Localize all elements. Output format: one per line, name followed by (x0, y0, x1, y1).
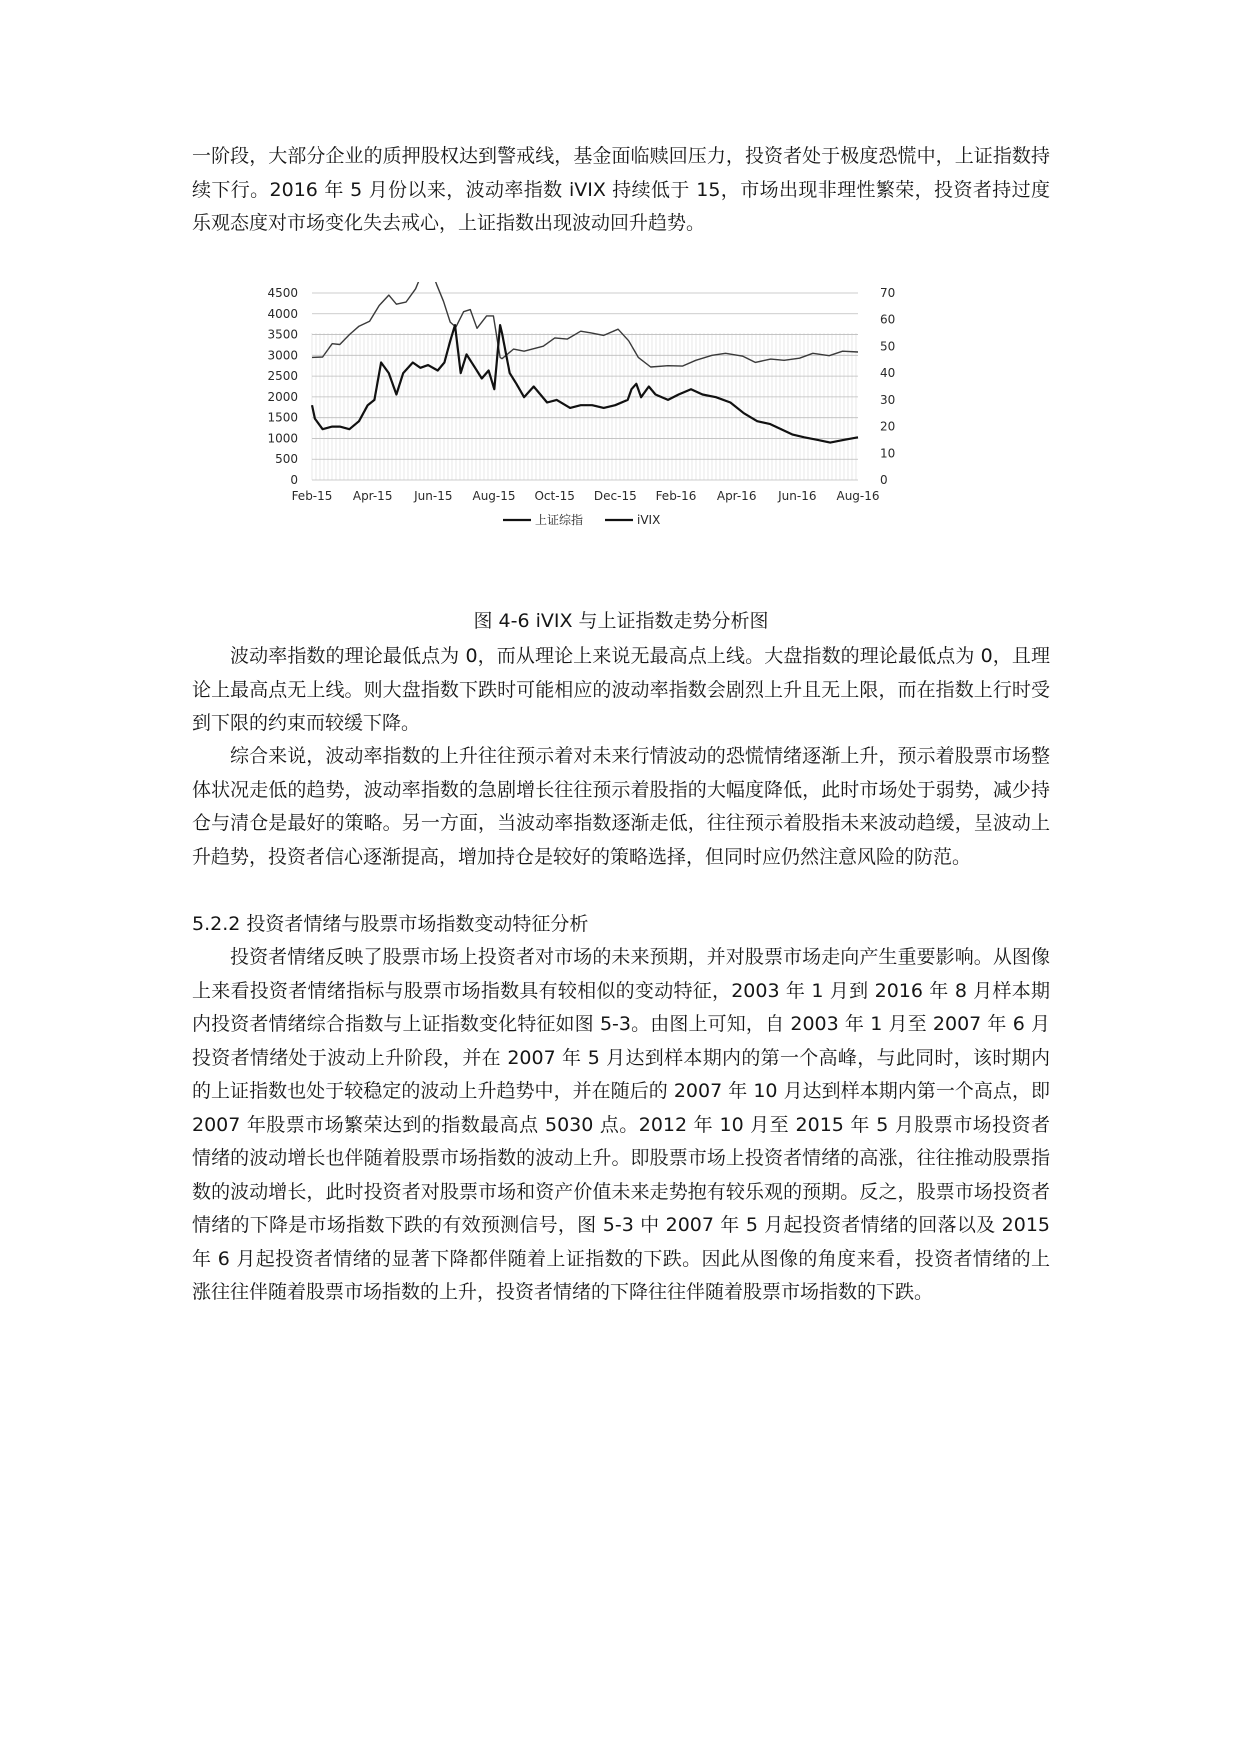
paragraph-sentiment: 投资者情绪反映了股票市场上投资者对市场的未来预期，并对股票市场走向产生重要影响。从图像上来看投资者情绪指标与股票市场指数具有较相似的变动特征，2003 年 1 月到 2016 年 8 月样本期内投资者情绪综合指数与上证指数变化特征如图 5-3。由图上可知，自 2003 年 1 月至 2007 年 6 月投资者情绪处于波动上升阶段，并在 2007 年 5 月达到样本期内的第一个高峰，与此同时，该时期内的上证指数也处于较稳定的波动上升趋势中，并在随后的 2007 年 10 月达到样本期内第一个高点，即 2007 年股票市场繁荣达到的指数最高点 5030 点。2012 年 10 月至 2015 年 5 月股票市场投资者情绪的波动增长也伴随着股票市场指数的波动上升。即股票市场上投资者情绪的高涨，往往推动股票指数的波动增长，此时投资者对股票市场和资产价值未来走势抱有较乐观的预期。反之，股票市场投资者情绪的下降是市场指数下跌的有效预测信号，图 5-3 中 2007 年 5 月起投资者情绪的回落以及 2015 年 6 月起投资者情绪的显著下降都伴随着上证指数的下跌。因此从图像的角度来看，投资者情绪的上涨往往伴随着股票市场指数的上升，投资者情绪的下降往往伴随着股票市场指数的下跌。 (192, 946, 1050, 1303)
chart-svg (255, 282, 1035, 597)
paragraph-intro: 一阶段，大部分企业的质押股权达到警戒线，基金面临赎回压力，投资者处于极度恐慌中，上证指数持续下行。2016 年 5 月份以来，波动率指数 iVIX 持续低于 15，市场出现非理性繁荣，投资者持过度乐观态度对市场变化失去戒心，上证指数出现波动回升趋势。 (192, 145, 1050, 234)
x-tick-label: Apr-15 (352, 489, 393, 503)
y-left-tick-label: 3000 (267, 348, 298, 363)
x-tick-label: Jun-15 (414, 489, 453, 503)
x-tick-label: Feb-16 (655, 489, 697, 503)
y-right-tick-label: 0 (880, 473, 888, 487)
ivix-shanghai-chart (255, 282, 1035, 597)
paragraph-theory: 波动率指数的理论最低点为 0，而从理论上来说无最高点上线。大盘指数的理论最低点为 0，且理论上最高点无上线。则大盘指数下跌时可能相应的波动率指数会剧烈上升且无上限，而在指数上行时受到下限的约束而较缓下降。 (192, 645, 1050, 734)
y-axis-right (880, 286, 895, 487)
y-left-tick-label: 4000 (267, 306, 298, 321)
y-right-tick-label: 40 (880, 366, 896, 381)
y-left-tick-label: 3500 (267, 327, 298, 342)
y-axis-left (267, 286, 298, 487)
chart-legend (503, 512, 660, 527)
x-tick-label: Aug-15 (472, 489, 516, 503)
y-left-tick-label: 0 (290, 473, 298, 487)
x-tick-label: Apr-16 (716, 489, 757, 503)
x-tick-label: Dec-15 (593, 489, 637, 503)
y-right-tick-label: 10 (880, 446, 896, 461)
section-heading: 5.2.2 投资者情绪与股票市场指数变动特征分析 (192, 913, 589, 935)
y-right-tick-label: 30 (880, 392, 896, 407)
x-tick-label: Jun-16 (778, 489, 817, 503)
y-left-tick-label: 4500 (267, 286, 298, 300)
y-left-tick-label: 2500 (267, 369, 298, 384)
y-left-tick-label: 2000 (267, 389, 298, 404)
y-right-tick-label: 20 (880, 419, 896, 434)
x-axis (292, 489, 880, 503)
y-right-tick-label: 60 (880, 312, 896, 327)
legend-label: 上证综指 (535, 513, 584, 527)
y-left-tick-label: 500 (275, 452, 298, 467)
x-tick-label: Oct-15 (534, 489, 575, 503)
figure-caption: 图 4-6 iVIX 与上证指数走势分析图 (473, 610, 769, 632)
y-right-tick-label: 70 (880, 286, 896, 300)
y-left-tick-label: 1500 (267, 410, 298, 425)
legend-label: iVIX (637, 513, 661, 527)
x-tick-label: Feb-15 (291, 489, 333, 503)
x-tick-label: Aug-16 (836, 489, 880, 503)
y-left-tick-label: 1000 (267, 431, 298, 446)
y-right-tick-label: 50 (880, 339, 896, 354)
paragraph-summary: 综合来说，波动率指数的上升往往预示着对未来行情波动的恐慌情绪逐渐上升，预示着股票市场整体状况走低的趋势，波动率指数的急剧增长往往预示着股指的大幅度降低，此时市场处于弱势，减少持仓与清仓是最好的策略。另一方面，当波动率指数逐渐走低，往往预示着股指未来波动趋缓，呈波动上升趋势，投资者信心逐渐提高，增加持仓是较好的策略选择，但同时应仍然注意风险的防范。 (192, 745, 1050, 868)
